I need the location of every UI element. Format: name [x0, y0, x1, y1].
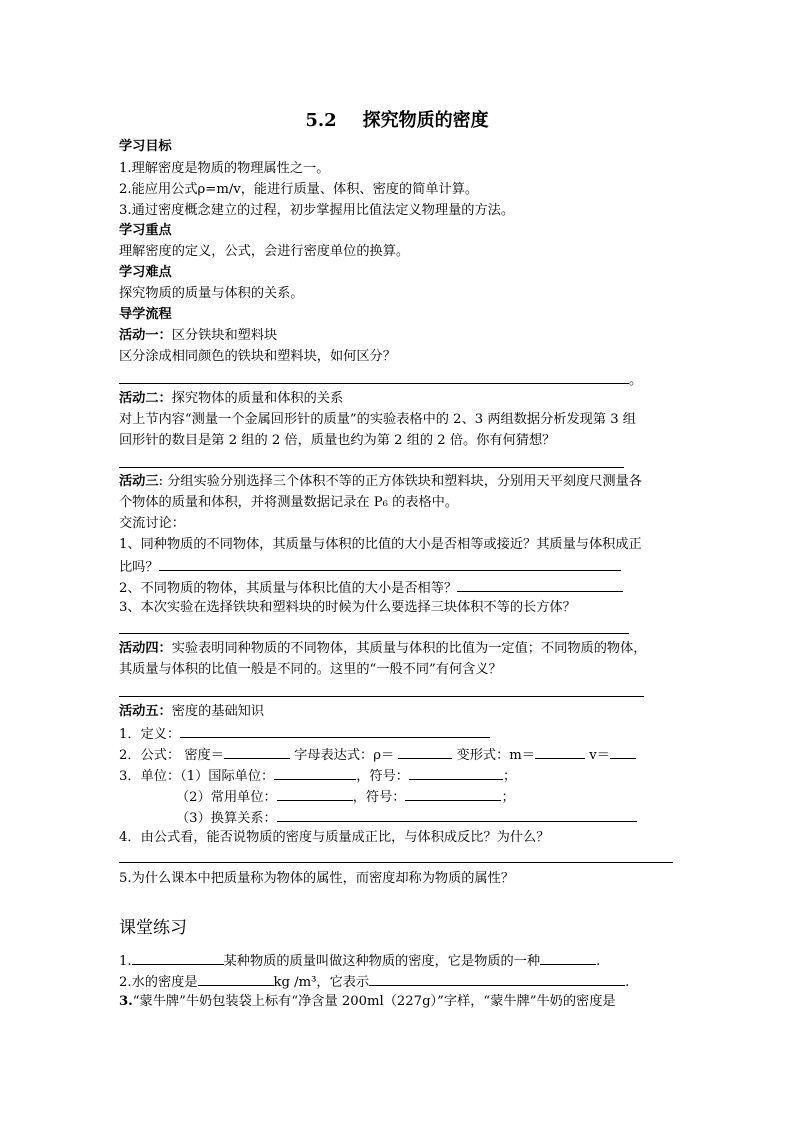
question-1b-line — [119, 557, 621, 577]
formula-density-label: 2．公式： 密度＝ — [119, 748, 224, 763]
question-2-line — [119, 578, 623, 598]
key-points-text: 理解密度的定义，公式，会进行密度单位的换算。 — [119, 244, 410, 259]
practice-1 — [119, 951, 600, 971]
practice-heading: 课堂练习 — [119, 918, 187, 938]
discussion-heading: 交流讨论： — [119, 516, 185, 531]
unit-common-line — [176, 787, 515, 807]
unit-common-label: （2）常用单位： — [176, 790, 277, 805]
question-1-blank[interactable] — [159, 557, 621, 571]
question-2: 2、不同物质的物体，其质量与体积比值的大小是否相等？ — [119, 581, 458, 596]
activity2-title: 探究物体的质量和体积的关系 — [171, 391, 344, 406]
unit-si-label: 3．单位：（1）国际单位： — [119, 769, 275, 784]
practice-2-text: kg /m³，它表示 — [273, 975, 370, 990]
unit-si-symbol-blank[interactable] — [409, 766, 503, 780]
practice-3-number: 3. — [119, 994, 133, 1009]
question-3: 3、本次实验在选择铁块和塑料块的时候为什么要选择三块体积不等的长方体？ — [119, 600, 576, 615]
activity2-line-1: 对上节内容“测量一个金属回形针的质量”的实验表格中的 2、3 两组数据分析发现第 3 组 — [119, 412, 636, 427]
practice-1-text: 某种物质的质量叫做这种物质的密度，它是物质的一种 — [223, 954, 541, 969]
goal-item-3: 3.通过密度概念建立的过程，初步掌握用比值法定义物理量的方法。 — [119, 203, 515, 218]
difficulties-text: 探究物质的质量与体积的关系。 — [119, 286, 304, 301]
unit-common-symbol-label: ，符号： — [352, 790, 406, 805]
formula-letters-blank[interactable] — [398, 745, 452, 759]
activity1-label: 活动一： — [119, 328, 172, 343]
unit-common-end: ； — [501, 790, 515, 805]
question-1b: 比吗？ — [119, 560, 159, 575]
activity4-line-1 — [119, 640, 647, 658]
question-1a: 1、同种物质的不同物体，其质量与体积的比值的大小是否相等或接近？其质量与体积成正 — [119, 537, 642, 552]
activity5-title-line — [119, 703, 264, 721]
practice-3 — [119, 993, 616, 1011]
definition-label: 1．定义： — [119, 727, 181, 742]
activity2-label: 活动二： — [119, 391, 172, 406]
activity3-label: 活动三 — [119, 474, 159, 489]
unit-si-blank[interactable] — [274, 766, 356, 780]
activity3-line-2: 个物体的质量和体积，并将测量数据记录在 P₆ 的表格中。 — [119, 495, 459, 510]
practice-2-blank-a[interactable] — [198, 972, 274, 986]
goal-item-1: 1.理解密度是物质的物理属性之一。 — [119, 161, 330, 176]
activity3-text-1: : 分组实验分别选择三个体积不等的正方体铁块和塑料块，分别用天平刻度尺测量各 — [158, 474, 642, 489]
unit-common-symbol-blank[interactable] — [405, 787, 501, 801]
activity1-answer-line — [119, 370, 642, 390]
unit-common-blank[interactable] — [277, 787, 353, 801]
formula-variant-m-blank[interactable] — [535, 745, 585, 759]
page-title — [0, 106, 794, 132]
practice-1-blank-a[interactable] — [132, 951, 224, 965]
practice-1-end: . — [596, 954, 601, 969]
activity4-line-2: 其质量与体积的比值一般是不同的。这里的“一般不同”有何含义？ — [119, 662, 502, 677]
definition-blank[interactable] — [180, 724, 490, 738]
unit-conversion-blank[interactable] — [277, 808, 637, 822]
activity5-label: 活动五： — [119, 704, 172, 719]
unit-conversion-label: （3）换算关系： — [176, 811, 277, 826]
practice-3-text: “蒙牛牌”牛奶包装袋上标有“净含量 200ml（227g）”字样，“蒙牛牌”牛奶的密度是 — [132, 994, 616, 1009]
unit-si-end: ； — [503, 769, 517, 784]
activity4-label: 活动四： — [119, 641, 172, 656]
definition-line — [119, 724, 490, 744]
section-number: 5.2 — [305, 110, 337, 131]
activity1-answer-blank[interactable] — [119, 370, 629, 384]
question-2-blank[interactable] — [457, 578, 623, 592]
activity5-title: 密度的基础知识 — [171, 704, 265, 719]
activity1-question: 区分涂成相同颜色的铁块和塑料块，如何区分？ — [119, 349, 396, 364]
practice-2-end: . — [625, 975, 630, 990]
formula-density-blank[interactable] — [224, 745, 290, 759]
unit-si-symbol-label: ，符号： — [356, 769, 409, 784]
section-title: 探究物质的密度 — [362, 110, 489, 131]
activity3-line-1 — [119, 473, 642, 491]
formula-line — [119, 745, 636, 765]
difficulties-heading: 学习难点 — [119, 265, 172, 280]
activity1-end: 。 — [629, 373, 643, 388]
activity1-title: 区分铁块和塑料块 — [171, 328, 278, 343]
activity2-title-line — [119, 390, 343, 408]
question-4-blank[interactable] — [119, 862, 673, 863]
practice-2-blank-b[interactable] — [369, 972, 625, 986]
practice-2-label: 2.水的密度是 — [119, 975, 198, 990]
formula-letters-label: 字母表达式：ρ＝ — [289, 748, 399, 763]
activity2-line-2: 回形针的数目是第 2 组的 2 倍，质量也约为第 2 组的 2 倍。你有何猜想？ — [119, 433, 556, 448]
goals-heading: 学习目标 — [119, 139, 172, 154]
unit-conversion-line — [176, 808, 637, 828]
formula-variant-v-blank[interactable] — [610, 745, 636, 759]
goal-item-2: 2.能应用公式ρ=m/v，能进行质量、体积、密度的简单计算。 — [119, 182, 479, 197]
unit-si-line — [119, 766, 516, 786]
activity4-text-1: 实验表明同种物质的不同物体，其质量与体积的比值为一定值；不同物质的物体， — [171, 641, 647, 656]
question-5: 5.为什么课本中把质量称为物体的属性，而密度却称为物质的属性？ — [119, 871, 515, 886]
flow-heading: 导学流程 — [119, 307, 172, 322]
key-points-heading: 学习重点 — [119, 223, 172, 238]
formula-variant-m-label: 变形式：m＝ — [452, 748, 535, 763]
activity4-answer-blank[interactable] — [119, 696, 644, 697]
formula-variant-v-label: v＝ — [585, 748, 610, 763]
practice-1-blank-b[interactable] — [540, 951, 596, 965]
question-4: 4．由公式看，能否说物质的密度与质量成正比，与体积成反比？为什么？ — [119, 830, 550, 845]
practice-2 — [119, 972, 629, 992]
activity2-answer-blank[interactable] — [119, 467, 624, 468]
practice-1-number: 1. — [119, 954, 132, 969]
activity1-title-line — [119, 327, 277, 345]
question-3-blank[interactable] — [119, 633, 629, 634]
